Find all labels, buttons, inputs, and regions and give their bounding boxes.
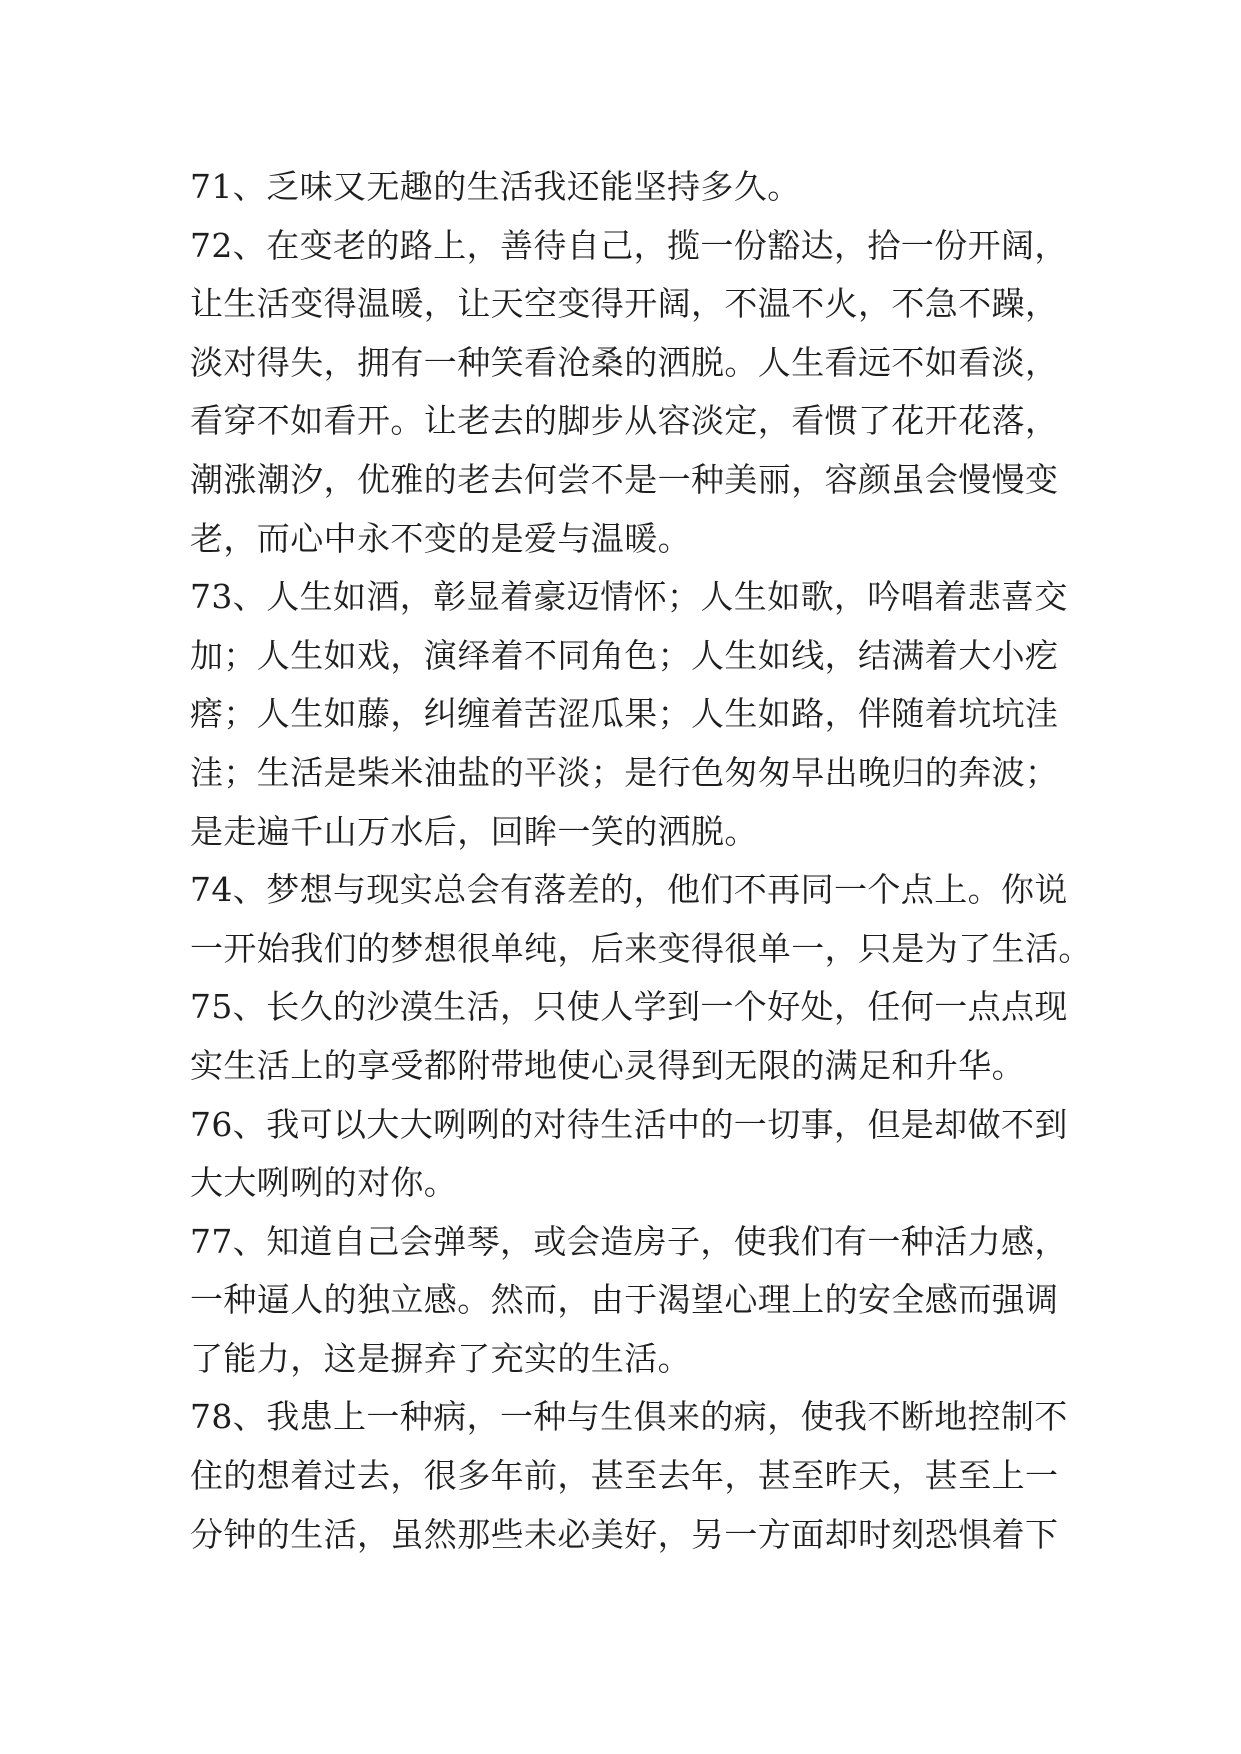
text-line: 76、我可以大大咧咧的对待生活中的一切事，但是却做不到 bbox=[190, 1104, 1068, 1144]
text-line: 老，而心中永不变的是爱与温暖。 bbox=[190, 518, 691, 558]
text-line: 实生活上的享受都附带地使心灵得到无限的满足和升华。 bbox=[190, 1045, 1025, 1085]
text-line: 77、知道自己会弹琴，或会造房子，使我们有一种活力感， bbox=[190, 1221, 1068, 1261]
text-line: 瘩；人生如藤，纠缠着苦涩瓜果；人生如路，伴随着坑坑洼 bbox=[190, 694, 1059, 734]
text-line: 淡对得失，拥有一种笑看沧桑的洒脱。人生看远不如看淡， bbox=[190, 342, 1059, 382]
text-line: 一开始我们的梦想很单纯，后来变得很单一，只是为了生活。 bbox=[190, 928, 1092, 968]
text-line: 71、乏味又无趣的生活我还能坚持多久。 bbox=[190, 167, 801, 206]
text-line: 洼；生活是柴米油盐的平淡；是行色匆匆早出晚归的奔波； bbox=[190, 752, 1059, 792]
text-line: 78、我患上一种病，一种与生俱来的病，使我不断地控制不 bbox=[190, 1397, 1068, 1437]
text-line: 分钟的生活，虽然那些未必美好，另一方面却时刻恐惧着下 bbox=[190, 1514, 1059, 1554]
text-line: 了能力，这是摒弃了充实的生活。 bbox=[190, 1338, 691, 1378]
text-line: 看穿不如看开。让老去的脚步从容淡定，看惯了花开花落， bbox=[190, 401, 1059, 441]
text-line: 潮涨潮汐，优雅的老去何尝不是一种美丽，容颜虽会慢慢变 bbox=[190, 459, 1059, 499]
text-line: 75、长久的沙漠生活，只使人学到一个好处，任何一点点现 bbox=[190, 987, 1068, 1027]
text-line: 72、在变老的路上，善待自己，揽一份豁达，拾一份开阔， bbox=[190, 225, 1068, 265]
text-line: 是走遍千山万水后，回眸一笑的洒脱。 bbox=[190, 811, 758, 851]
text-line: 74、梦想与现实总会有落差的，他们不再同一个点上。你说 bbox=[190, 870, 1068, 910]
text-line: 住的想着过去，很多年前，甚至去年，甚至昨天，甚至上一 bbox=[190, 1456, 1059, 1496]
text-line: 73、人生如酒，彰显着豪迈情怀；人生如歌，吟唱着悲喜交 bbox=[190, 577, 1068, 617]
text-line: 加；人生如戏，演绎着不同角色；人生如线，结满着大小疙 bbox=[190, 635, 1059, 675]
text-line: 一种逼人的独立感。然而，由于渴望心理上的安全感而强调 bbox=[190, 1280, 1059, 1320]
text-line: 让生活变得温暖，让天空变得开阔，不温不火，不急不躁， bbox=[190, 284, 1059, 324]
text-line: 大大咧咧的对你。 bbox=[190, 1163, 458, 1203]
document-body bbox=[190, 158, 1092, 1564]
